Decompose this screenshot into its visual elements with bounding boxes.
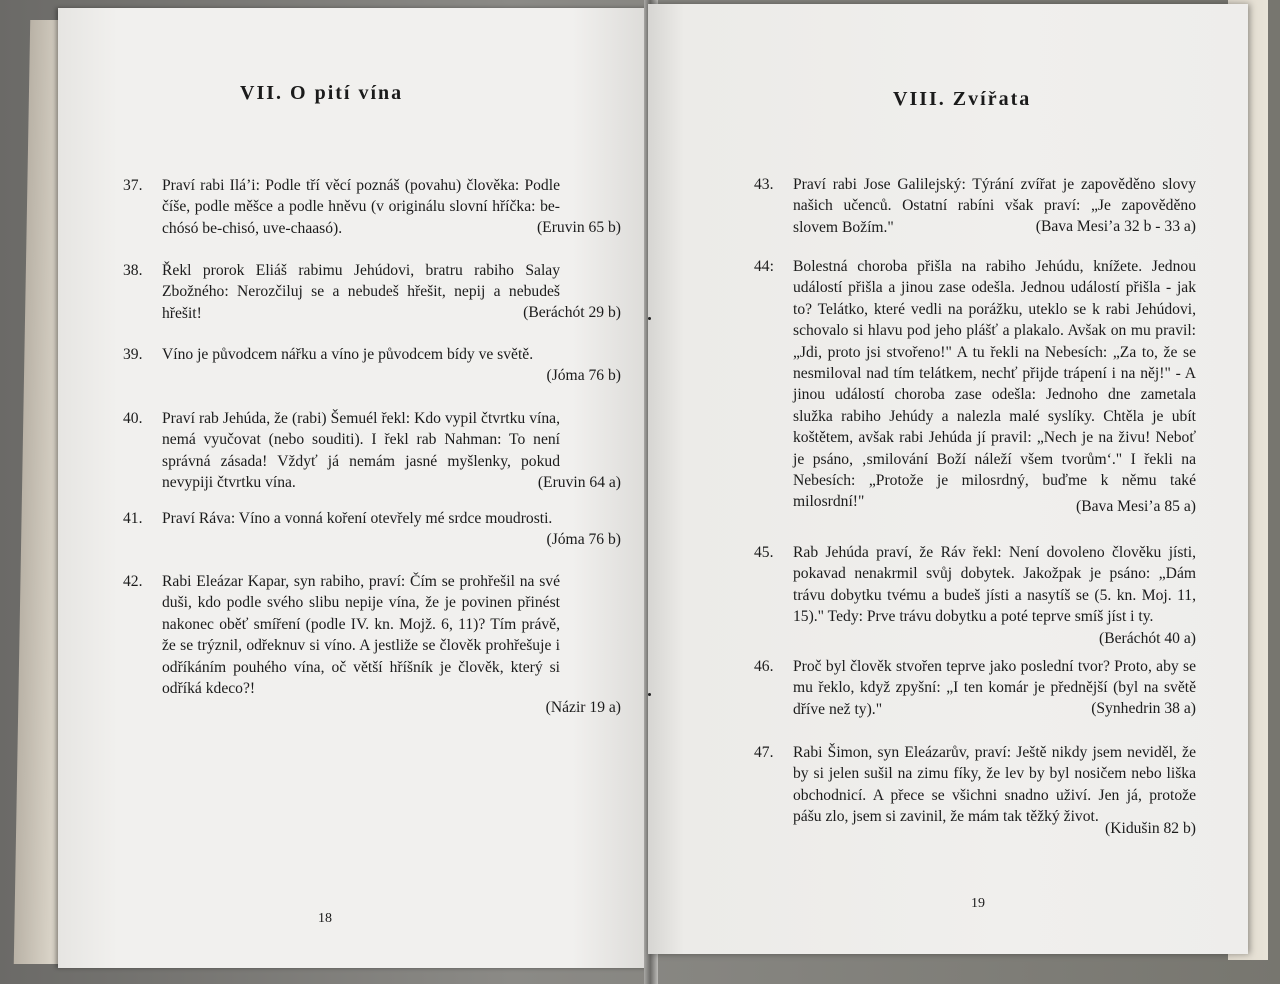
entry-46 (754, 656, 1196, 726)
entry-41 (123, 508, 621, 558)
entry-source: (Jóma 76 b) (546, 531, 621, 548)
entry-text: Praví Ráva: Víno a vonná koření otevřely mé srdce moudrosti. (162, 510, 553, 527)
right-page (648, 4, 1248, 954)
entry-number: 38. (123, 262, 143, 279)
entry-number: 41. (123, 510, 143, 527)
entry-number: 37. (123, 177, 143, 194)
entry-text: Rab Jehúda praví, že Ráv řekl: Není dovoleno člověku jísti, pokavad nenakrmil svůj dobytek. Jakožpak je psáno: „Dám trávu dobytku tvému a budeš jísti a nasytíš se (5. kn. Moj. 11, 15)." Tedy: Prve trávu dobytku a poté teprve smíš jíst i ty. (793, 544, 1196, 626)
entry-source: (Beráchót 40 a) (1099, 630, 1196, 647)
entry-44 (754, 256, 1196, 518)
entry-number: 44: (754, 258, 774, 275)
binding-staple-bottom (648, 693, 651, 696)
entry-text: Praví rabi Ilá’i: Podle tří věcí poznáš (povahu) člověka: Podle číše, podle měšce a podle hněvu (v originálu slovní hříčka: be-chósó be-chisó, uve-chaasó). (162, 177, 560, 237)
entry-source: (Eruvin 64 a) (537, 474, 621, 491)
entry-text: Rabi Šimon, syn Eleázarův, praví: Ještě nikdy jsem neviděl, že by si jelen sušil na zimu fíky, že lev by byl nosičem nebo liška obchodnicí. A přece se všichni snadno uživí. Jen já, protože pášu zlo, jsem si zavinil, že mám tak těžký život. (793, 744, 1196, 826)
entry-source: (Bava Mesi’a 85 a) (1076, 498, 1196, 515)
entry-text: Bolestná choroba přišla na rabiho Jehúdu, knížete. Jednou událostí přišla a jinou zase odešla. Jednou událostí přišla - jak to? Telátko, které vedli na porážku, uteklo se k rabi Jehúdovi, schovalo si hlavu pod jeho plášť a plakalo. Avšak on mu pravil: „Jdi, proto jsi stvořeno!" A tu řekli na Nebesích: „Za to, že se nesmiloval nad tím telátkem, nechť přijde trápení i na něj!" - A jinou událostí choroba zase odešla: Jednoho dne zametala služka rabiho Jehúdy a nalezla malé syslíky. Chtěla je ubít koštětem, avšak rabi Jehúda jí pravil: „Nech je na živu! Neboť je psáno, ‚smilování Boží náleží všem tvorům‘." I řekli na Nebesích: „Protože je milosrdný, buďme k němu také milosrdní!" (793, 258, 1196, 511)
entry-text: Proč byl člověk stvořen teprve jako poslední tvor? Proto, aby se mu řeklo, když zpyšní: „I ten komár je přednější (byl na světě dříve než ty)." (793, 658, 1196, 718)
entry-43 (754, 174, 1196, 240)
entry-text: Rabi Eleázar Kapar, syn rabiho, praví: Čím se prohřešil na své duši, kdo podle svého slibu nepije vína, že je povinen přinést nakonec oběť smíření (podle IV. kn. Mojž. 6, 11)? Tím právě, že se trýznil, odřeknuv si víno. A jestliže se člověk prohřešuje i odříkáním pouhého vína, oč větší hříšník je člověk, který si odříká kdeco?! (162, 573, 560, 698)
entry-source: (Kidušin 82 b) (1105, 820, 1196, 837)
entry-source: (Beráchót 29 b) (523, 304, 621, 321)
entry-number: 45. (754, 544, 774, 561)
entry-40 (123, 408, 621, 498)
entry-source: (Eruvin 65 b) (536, 219, 621, 236)
entry-text: Praví rab Jehúda, že (rabi) Šemuél řekl: Kdo vypil čtvrtku vína, nemá vyučovat (nebo souditi). I řekl rab Nahman: To není správná zásada! Vždyť já nemám jasné myšlenky, pokud nevypiji čtvrtku vína. (162, 410, 560, 492)
entry-source: (Názir 19 a) (545, 699, 621, 716)
entry-source: (Bava Mesi’a 32 b - 33 a) (1035, 218, 1196, 235)
entry-47 (754, 742, 1196, 852)
entry-number: 40. (123, 410, 143, 427)
entry-source: (Synhedrin 38 a) (1091, 700, 1196, 717)
entry-45 (754, 542, 1196, 652)
entry-number: 39. (123, 346, 143, 363)
binding-staple-top (648, 317, 651, 320)
left-page (58, 8, 656, 968)
entry-number: 47. (754, 744, 774, 761)
page-number: 19 (971, 896, 985, 911)
entry-38 (123, 260, 621, 330)
page-number: 18 (318, 911, 332, 926)
entry-number: 42. (123, 573, 143, 590)
entry-source: (Jóma 76 b) (546, 367, 621, 384)
entry-text: Praví rabi Jose Galilejský: Týrání zvířat je zapověděno slovy našich učenců. Ostatní rabíni však praví: „Je zapověděno slovem Božím." (793, 176, 1196, 236)
entry-number: 46. (754, 658, 774, 675)
entry-37 (123, 175, 621, 245)
entry-42 (123, 571, 621, 721)
entry-text: Řekl prorok Eliáš rabimu Jehúdovi, bratru rabiho Salay Zbožného: Nerozčiluj se a nebudeš hřešit, nepij a nebudeš hřešit! (162, 262, 560, 322)
chapter-heading: VII. O pití vína (240, 82, 404, 104)
entry-39 (123, 344, 621, 394)
chapter-heading: VIII. Zvířata (893, 88, 1032, 110)
entry-text: Víno je původcem nářku a víno je původcem bídy ve světě. (162, 346, 534, 363)
entry-number: 43. (754, 176, 774, 193)
